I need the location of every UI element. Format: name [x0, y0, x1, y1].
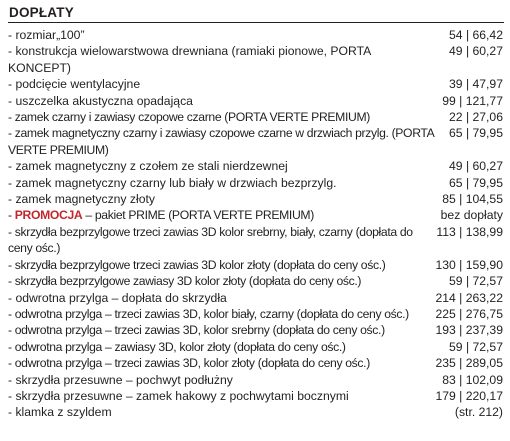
list-item	[8, 404, 503, 420]
item-description: - rozmiar„100”	[8, 28, 85, 42]
item-price: 54 | 66,42	[449, 28, 503, 42]
item-description: - odwrotna przylga – trzeci zawias 3D, kolor złoty (dopłata do ceny ośc.)	[8, 356, 370, 371]
item-description: - odwrotna przylga – trzeci zawias 3D, kolor srebrny (dopłata do ceny ośc.)	[8, 323, 385, 338]
item-description: - skrzydła bezprzylgowe trzeci zawias 3D kolor złoty (dopłata do ceny ośc.)	[8, 257, 386, 272]
item-price: 214 | 263,22	[435, 290, 503, 305]
list-item	[8, 109, 503, 125]
promo-item	[8, 207, 503, 223]
item-price: 225 | 276,75	[435, 306, 503, 321]
title-divider	[8, 22, 504, 23]
item-price: bez dopłaty	[440, 208, 503, 223]
list-item	[8, 339, 503, 355]
list-item	[8, 322, 503, 338]
list-item	[8, 93, 503, 109]
item-description: - zamek magnetyczny czarny lub biały w drzwiach bezprzylg.	[8, 175, 337, 190]
item-price: 59 | 72,57	[449, 339, 503, 354]
list-item	[8, 175, 503, 191]
item-description: - uszczelka akustyczna opadająca	[8, 93, 193, 108]
item-price: 193 | 237,39	[435, 323, 503, 338]
list-item	[8, 76, 503, 92]
item-description: - zamek magnetyczny z czołem ze stali nierdzewnej	[8, 159, 288, 174]
item-description: - zamek magnetyczny czarny i zawiasy czopowe czarne w drzwiach przylg. (PORTA VERTE PREMIUM)	[8, 126, 434, 157]
item-price: (str. 212)	[454, 405, 503, 420]
list-item	[8, 388, 503, 404]
item-description	[8, 207, 441, 223]
surcharge-list	[8, 27, 503, 421]
item-price: 83 | 102,09	[442, 372, 503, 387]
item-description: - zamek magnetyczny złoty	[8, 192, 155, 207]
list-item	[8, 27, 503, 43]
item-price: 49 | 60,27	[449, 159, 503, 174]
item-price: 99 | 121,77	[442, 93, 503, 108]
list-item	[8, 257, 503, 273]
item-description: - podcięcie wentylacyjne	[8, 77, 141, 92]
item-price: 65 | 79,95	[449, 126, 503, 141]
item-description: - konstrukcja wielowarstwowa drewniana (ramiaki pionowe, PORTA KONCEPT)	[8, 44, 371, 75]
item-price: 113 | 138,99	[436, 224, 503, 239]
item-description: - klamka z szyldem	[8, 405, 112, 420]
item-description: - skrzydła bezprzylgowe trzeci zawias 3D kolor srebrny, biały, czarny (dopłata do ceny ośc.)	[8, 224, 413, 256]
item-price: 65 | 79,95	[449, 175, 503, 190]
item-price: 59 | 72,57	[449, 274, 503, 289]
list-item	[8, 158, 503, 174]
list-item	[8, 355, 503, 371]
promo-label: PROMOCJA	[14, 208, 83, 223]
list-item	[8, 290, 503, 306]
list-item	[8, 191, 503, 207]
item-prefix: -	[8, 208, 15, 223]
item-price: 179 | 220,17	[435, 388, 503, 403]
item-description: - skrzydła przesuwne – zamek hakowy z pochwytami bocznymi	[8, 388, 349, 403]
section-title: DOPŁATY	[9, 5, 74, 20]
item-price: 39 | 47,97	[449, 77, 503, 92]
list-item	[8, 224, 503, 257]
item-description: - odwrotna przylga – zawiasy 3D, kolor złoty (dopłata do ceny ośc.)	[8, 339, 346, 354]
item-price: 130 | 159,90	[435, 257, 503, 272]
list-item	[8, 125, 503, 158]
item-description: - odwrotna przylga – trzeci zawias 3D, kolor biały, czarny (dopłata do ceny ośc.)	[8, 306, 409, 321]
list-item	[8, 372, 503, 388]
item-price: 49 | 60,27	[449, 44, 503, 59]
item-price: 22 | 27,06	[449, 110, 503, 125]
item-description: - skrzydła przesuwne – pochwyt podłużny	[8, 372, 233, 387]
list-item	[8, 273, 503, 289]
list-item	[8, 306, 503, 322]
item-description: - skrzydła bezprzylgowe zawiasy 3D kolor złoty (dopłata do ceny ośc.)	[8, 274, 362, 289]
list-item	[8, 43, 503, 76]
item-price: 235 | 289,05	[435, 356, 503, 371]
promo-text: – pakiet PRIME (PORTA VERTE PREMIUM)	[82, 208, 314, 223]
item-price: 85 | 104,55	[442, 192, 503, 207]
item-description: - zamek czarny i zawiasy czopowe czarne (PORTA VERTE PREMIUM)	[8, 110, 370, 125]
item-description: - odwrotna przylga – dopłata do skrzydła	[8, 290, 227, 305]
